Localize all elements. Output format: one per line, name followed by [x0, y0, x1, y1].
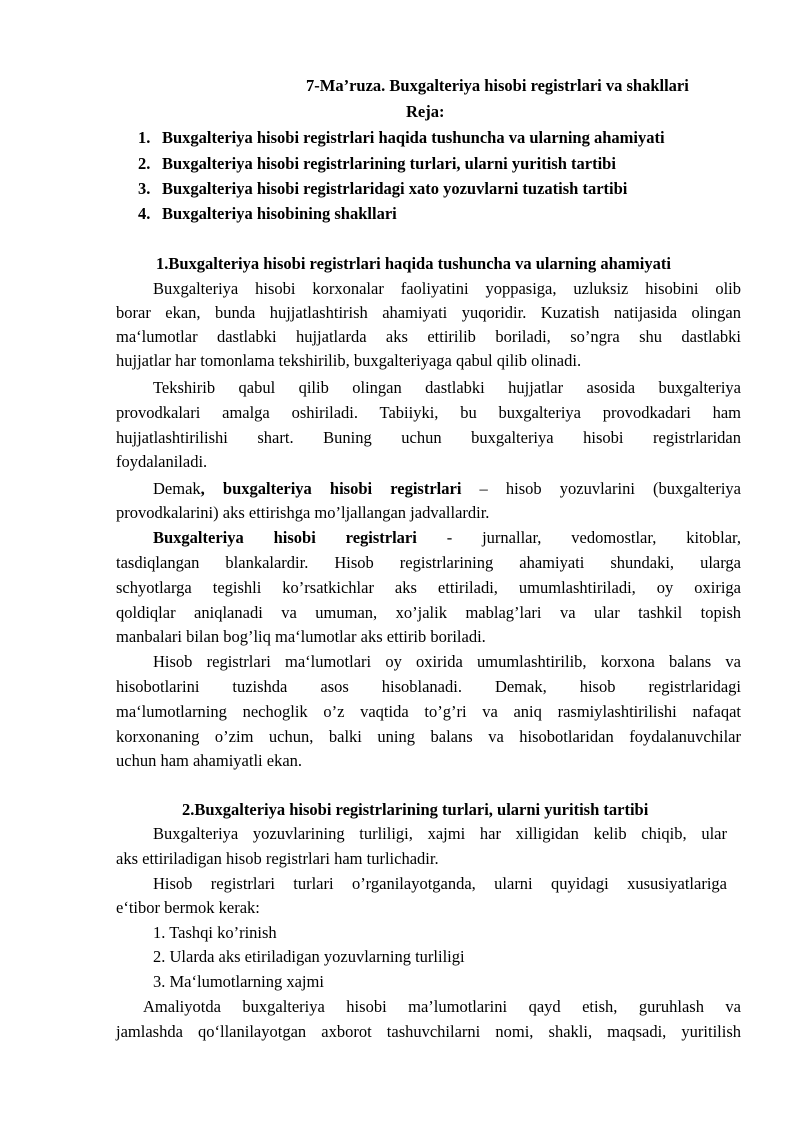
paragraph-line: Buxgalteriya yozuvlarining turliligi, xajmi har xilligidan kelib chiqib, ular [153, 824, 727, 843]
paragraph-line: Hisob registrlari turlari o’rganilayotganda, ularni quyidagi xususiyatlariga [153, 874, 727, 893]
paragraph-line: hujjatlar har tomonlama tekshirilib, buxgalteriyaga qabul qilib olinadi. [116, 351, 582, 370]
plan-item-number: 4. [138, 204, 151, 223]
plan-heading: Reja: [406, 102, 445, 121]
paragraph-line: provodkalarini) aks ettirishga mo’ljallangan jadvallardir. [116, 503, 490, 522]
paragraph-line: borar ekan, bunda hujjatlashtirish ahamiyati yuqoridir. Kuzatish natijasida olingan [116, 303, 741, 322]
paragraph-line: manbalari bilan bog’liq maʻlumotlar aks ettirib boriladi. [116, 627, 486, 646]
paragraph-line: foydalaniladi. [116, 452, 208, 471]
section2-heading: 2.Buxgalteriya hisobi registrlarining turlari, ularni yuritish tartibi [182, 800, 649, 819]
text-run: Demak [153, 479, 201, 498]
paragraph-line: uchun ham ahamiyatli ekan. [116, 751, 303, 770]
section1-heading: 1.Buxgalteriya hisobi registrlari haqida tushuncha va ularning ahamiyati [156, 254, 671, 273]
plan-item-text: Buxgalteriya hisobi registrlari haqida tushuncha va ularning ahamiyati [162, 128, 665, 147]
paragraph-line: provodkalari amalga oshiriladi. Tabiiyki, bu buxgalteriya provodkadari ham [116, 403, 741, 422]
paragraph-line: maʻlumotlarning nechoglik o’z vaqtida to’g’ri va aniq rasmiylashtirilishi nafaqat [116, 702, 741, 721]
paragraph-line: maʻlumotlar dastlabki hujjatlarda aks ettirilib boriladi, so’ngra shu dastlabki [116, 327, 741, 346]
plan-item-text: Buxgalteriya hisobining shakllari [162, 204, 397, 223]
plan-item-text: Buxgalteriya hisobi registrlaridagi xato yozuvlarni tuzatish tartibi [162, 179, 628, 198]
paragraph-line: Amaliyotda buxgalteriya hisobi ma’lumotlarini qayd etish, guruhlash va [143, 997, 741, 1016]
paragraph-line: hujjatlashtirilishi shart. Buning uchun buxgalteriya hisobi registrlaridan [116, 428, 741, 447]
paragraph-line: jamlashda qoʻllanilayotgan axborot tashuvchilarni nomi, shakli, maqsadi, yuritilish [116, 1022, 741, 1041]
plan-item-number: 2. [138, 154, 151, 173]
paragraph-line: hisobotlarini tuzishda asos hisoblanadi. Demak, hisob registrlaridagi [116, 677, 741, 696]
term-definition: Buxgalteriya hisobi registrlari [153, 528, 417, 547]
list-item: 1. Tashqi ko’rinish [153, 923, 277, 942]
paragraph-line: Tekshirib qabul qilib olingan dastlabki hujjatlar asosida buxgalteriya [153, 378, 741, 397]
paragraph-line [153, 477, 741, 501]
text-run: - jurnallar, vedomostlar, kitoblar, [416, 528, 741, 547]
paragraph-line: tasdiqlangan blankalardir. Hisob registrlarining ahamiyati shundaki, ularga [116, 553, 741, 572]
list-item: 2. Ularda aks etiriladigan yozuvlarning turliligi [153, 947, 465, 966]
plan-item-text: Buxgalteriya hisobi registrlarining turlari, ularni yuritish tartibi [162, 154, 616, 173]
plan-item-number: 1. [138, 128, 151, 147]
text-run: – hisob yozuvlarini (buxgalteriya [461, 479, 741, 498]
paragraph-line: qoldiqlar aniqlanadi va umuman, xo’jalik mablag’lari va ular tashkil topish [116, 603, 741, 622]
plan-item-number: 3. [138, 179, 151, 198]
paragraph-line: korxonaning o’zim uchun, balki uning balans va hisobotlaridan foydalanuvchilar [116, 727, 741, 746]
plan-item [138, 202, 397, 226]
paragraph-line: Buxgalteriya hisobi korxonalar faoliyatini yoppasiga, uzluksiz hisobini olib [153, 279, 741, 298]
term-definition: , buxgalteriya hisobi registrlari [200, 479, 462, 498]
paragraph-line: eʻtibor bermok kerak: [116, 898, 260, 917]
paragraph-line: Hisob registrlari maʻlumotlari oy oxirida umumlashtirilib, korxona balans va [153, 652, 741, 671]
plan-item [138, 126, 665, 150]
document-title: 7-Ma’ruza. Buxgalteriya hisobi registrlari va shakllari [306, 76, 689, 95]
plan-item [138, 177, 627, 201]
list-item: 3. Maʻlumotlarning xajmi [153, 972, 324, 991]
plan-item [138, 152, 616, 176]
paragraph-line [153, 526, 741, 550]
paragraph-line: aks ettiriladigan hisob registrlari ham turlichadir. [116, 849, 439, 868]
paragraph-line: schyotlarga tegishli ko’rsatkichlar aks ettiriladi, umumlashtiriladi, oy oxiriga [116, 578, 741, 597]
